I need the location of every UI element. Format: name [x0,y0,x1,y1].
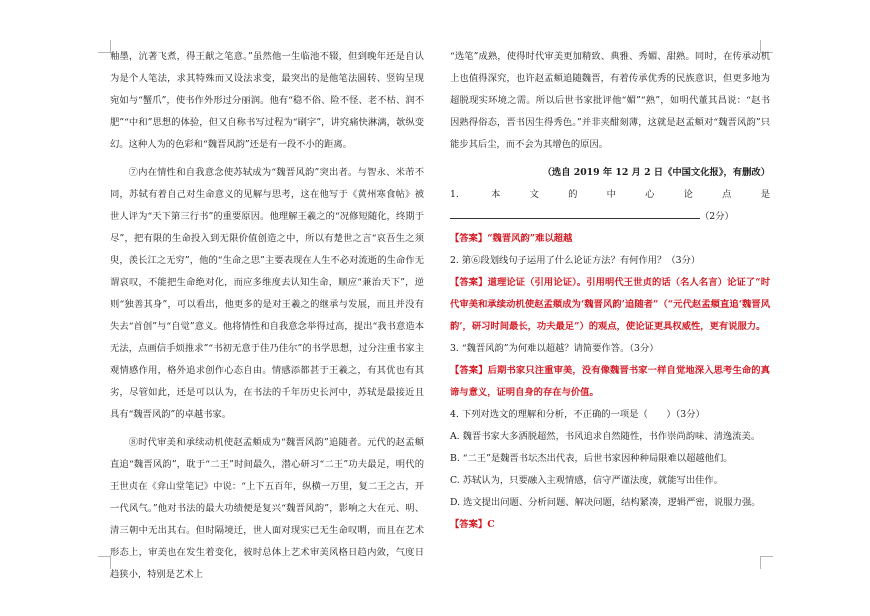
question-1-points: （2分） [700,211,734,222]
left-column [110,46,424,586]
paragraph-7: ⑦内在情性和自我意念使苏轼成为“魏晋风韵”突出者。与智永、米芾不同，苏轼有着自己对生命意义的见解与思考，这在他写于《黄州寒食帖》被世人评为“天下第三行书”的重要原因。他理解王羲之的“况修短随化，终期于尽”，把有限的生命投入到无限价值创造之中，所以有楚世之言“哀吾生之须臾，羡长江之无穷”，他的“生命之思”主要表现在人生不必对流逝的生命作无谓哀叹，不能把生命绝对化，而应多维度去认知生命，顺应“兼治天下”，逆则“独善其身”，可以看出，他更多的是对王羲之的继承与发展，而且并没有失去“首创”与“自觉”意义。他将情性和自我意念举得过高，提出“我书意造本无法，点画信手烦推求”“书初无意于佳乃佳尔”的书学思想，过分注重书家主观情感作用，格外追求创作心态自由。情感添都甚于王羲之，有其优也有其劣，尽管如此，还是可以认为，在书法的千年历史长河中，苏轼是最接近且具有“魏晋风韵”的卓越书家。 [110,167,424,420]
answer-blank [450,208,700,219]
question-1 [450,184,770,228]
right-column [450,46,770,536]
answer-2-text: 道理论证（引用论证）。引用明代王世贞的话（名人名言）论证了“时代审美和承续动机使赵孟頫成为‘魏晋风韵’追随者”（“元代赵孟頫直追‘魏晋风韵’，研习时间最长，功夫最足”）的观点，使论证更具权威性，更有说服力。 [450,277,770,332]
source-citation: （选自 2019 年 12 月 2 日《中国文化报》，有删改） [542,167,770,178]
paragraph-continued-right: “选笔”成熟，使得时代审美更加精致、典雅、秀媚、甜熟。同时，在传承动机上也值得深究，也许赵孟頫追随魏晋，有着传承优秀的民族意识，但更多地为超脱现实环境之需。所以后世书家批评他“媚”“熟”，如明代董其昌说：“赵书因熟得俗态，晋书因生得秀色。”并非夹酣刻薄，这就是赵孟頫对“魏晋风韵”只能步其后尘，而不会为其增色的原因。 [450,51,770,150]
answer-label: 【答案】 [450,277,488,288]
answer-label: 【答案】 [450,519,488,530]
paragraph-continued: 釉墨，沆著飞煮，得王献之笔意。”虽然他一生临池不辍，但到晚年还是自认为是个人笔法，求其特殊而又设法求变，最突出的是他笔法圆转、竖钩呈现宛如与“蟹爪”，使书作外形过分丽润。他有“稳不俗、险不怪、老不枯、润不肥”“中和”思想的体验，但又自称书写过程为“刷字”，讲究痛快淋漓，欹纵变幻。这种人为的色彩和“魏晋风韵”还是有一段不小的距离。 [110,51,424,150]
option-d: D. 选文提出问题、分析问题、解决问题，结构紧凑，逻辑严密，说服力强。 [450,497,761,508]
question-2: 2. 第⑥段划线句子运用了什么论证方法？有何作用？（3分） [450,255,701,266]
option-a: A. 魏晋书家大多洒脱超然，书风追求自然随性，书作崇尚韵味、清逸流美。 [450,431,761,442]
answer-label: 【答案】 [450,365,488,376]
option-b: B. “二王”是魏晋书坛杰出代表，后世书家因种种局限难以超越他们。 [450,453,733,464]
option-c: C. 苏轼认为，只要融入主观情感，信守严谨法度，就能写出佳作。 [450,475,724,486]
question-1-text: 1. 本文的中心论点是 [450,189,770,200]
answer-1 [450,228,770,250]
answer-4-text: C [487,519,495,530]
answer-label: 【答案】 [450,233,488,244]
crop-mark-bottom-right [760,556,773,569]
answer-1-text: “魏晋风韵”难以超越 [487,233,573,244]
question-3: 3. “魏晋风韵”为何难以超越？请简要作答。（3分） [450,343,659,354]
paragraph-8: ⑧时代审美和承续动机使赵孟頫成为“魏晋风韵”追随者。元代的赵孟頫直追“魏晋风韵”，耽于“二王”时间最久，潜心研习“二王”功夫最足，明代的王世贞在《弇山堂笔记》中说：“上下五百年，纵横一万里，复二王之古，开一代风气。”他对书法的最大功绩便是复兴“魏晋风韵”，影响之大在元、明、清三朝中无出其右。但时隔境迁，世人面对现实已无生命叹喟，而且在艺术形态上，审美也在发生着变化，彼时总体上艺术审美风格日趋内敛，气度日趋狭小，特别是艺术上 [110,437,424,580]
question-4: 4. 下列对选文的理解和分析，不正确的一项是（ ）（3分） [450,409,705,420]
answer-3-text: 后期书家只注重审美，没有像魏晋书家一样自觉地深入思考生命的真谛与意义，证明自身的存在与价值。 [450,365,770,398]
answer-3 [450,360,770,404]
answer-4 [450,514,770,536]
answer-2 [450,272,770,338]
